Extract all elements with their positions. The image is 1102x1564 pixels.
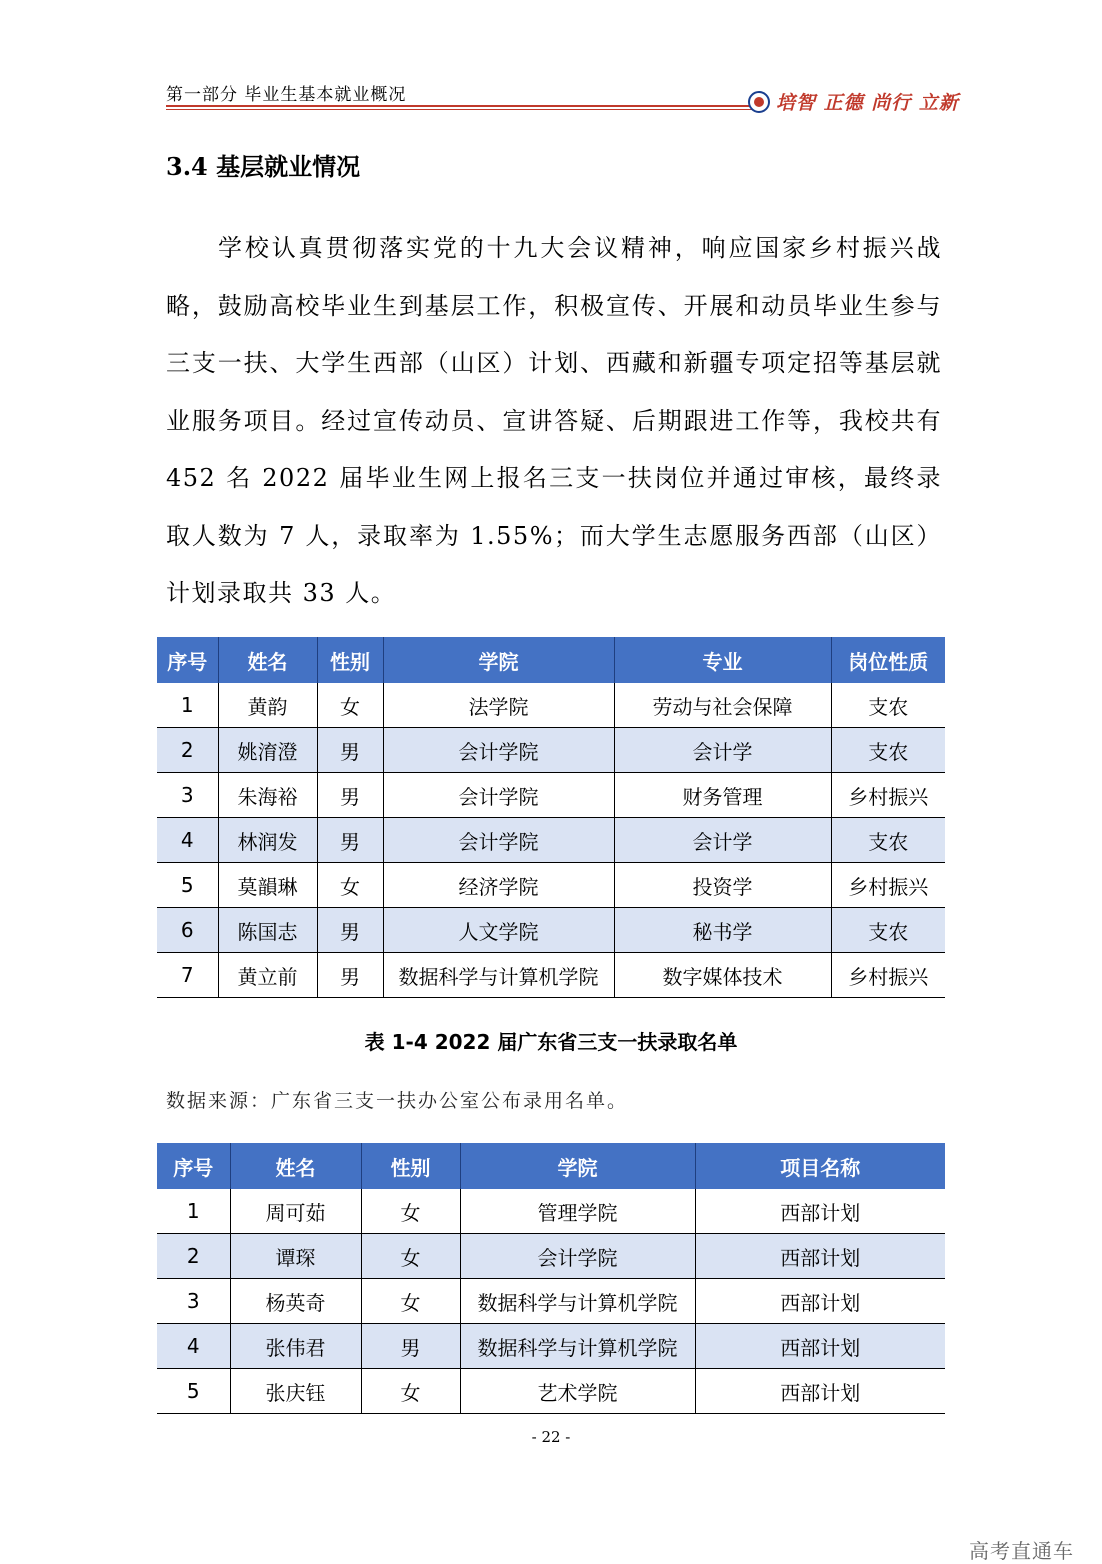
page-number: - 22 - <box>531 1428 571 1446</box>
table-cell: 乡村振兴 <box>831 773 945 818</box>
watermark: 高考直通车 <box>969 1539 1074 1563</box>
school-logo <box>748 88 959 115</box>
column-header: 序号 <box>157 637 218 683</box>
table-cell: 会计学 <box>614 728 831 773</box>
table-cell: 谭琛 <box>230 1234 361 1279</box>
seal-icon <box>748 91 770 113</box>
table-cell: 朱海裕 <box>218 773 317 818</box>
table-cell: 会计学院 <box>383 773 614 818</box>
table-cell: 黄立前 <box>218 953 317 998</box>
table-row <box>157 818 945 863</box>
table-cell: 西部计划 <box>695 1189 945 1234</box>
table-cell: 支农 <box>831 728 945 773</box>
table-row <box>157 683 945 728</box>
table-cell: 男 <box>317 818 383 863</box>
table-cell: 西部计划 <box>695 1324 945 1369</box>
table-cell: 乡村振兴 <box>831 953 945 998</box>
section-title: 3.4 基层就业情况 <box>166 152 361 181</box>
logo-motto: 培智 正德 尚行 立新 <box>776 92 959 114</box>
table-cell: 张伟君 <box>230 1324 361 1369</box>
table-row <box>157 1234 945 1279</box>
table-cell: 姚淯澄 <box>218 728 317 773</box>
table-row <box>157 953 945 998</box>
table-cell: 支农 <box>831 818 945 863</box>
table-cell: 管理学院 <box>460 1189 695 1234</box>
table-cell: 西部计划 <box>695 1279 945 1324</box>
table-cell: 艺术学院 <box>460 1369 695 1414</box>
column-header: 学院 <box>383 637 614 683</box>
table-cell: 6 <box>157 908 218 953</box>
header-rule <box>166 105 756 107</box>
header-rule-thin <box>166 109 756 110</box>
table-cell: 财务管理 <box>614 773 831 818</box>
table-cell: 周可茹 <box>230 1189 361 1234</box>
column-header: 岗位性质 <box>831 637 945 683</box>
table-cell: 女 <box>317 863 383 908</box>
table-cell: 女 <box>361 1234 460 1279</box>
table-cell: 法学院 <box>383 683 614 728</box>
table-cell: 会计学院 <box>383 818 614 863</box>
table-row <box>157 773 945 818</box>
column-header: 学院 <box>460 1143 695 1189</box>
table-cell: 男 <box>317 953 383 998</box>
table-cell: 数据科学与计算机学院 <box>460 1324 695 1369</box>
table-cell: 5 <box>157 863 218 908</box>
table-cell: 张庆钰 <box>230 1369 361 1414</box>
column-header: 序号 <box>157 1143 230 1189</box>
table-cell: 数字媒体技术 <box>614 953 831 998</box>
table-cell: 男 <box>361 1324 460 1369</box>
column-header: 姓名 <box>218 637 317 683</box>
table-cell: 7 <box>157 953 218 998</box>
table-cell: 西部计划 <box>695 1369 945 1414</box>
table-caption: 表 1-4 2022 届广东省三支一扶录取名单 <box>364 1030 738 1054</box>
table-cell: 莫韻琳 <box>218 863 317 908</box>
table-cell: 西部计划 <box>695 1234 945 1279</box>
table-cell: 女 <box>317 683 383 728</box>
table-row <box>157 1324 945 1369</box>
table-row <box>157 1279 945 1324</box>
table-cell: 经济学院 <box>383 863 614 908</box>
table-cell: 陈国志 <box>218 908 317 953</box>
column-header: 性别 <box>361 1143 460 1189</box>
table-cell: 男 <box>317 908 383 953</box>
table-cell: 会计学院 <box>460 1234 695 1279</box>
table-cell: 1 <box>157 683 218 728</box>
table-cell: 女 <box>361 1189 460 1234</box>
table-cell: 秘书学 <box>614 908 831 953</box>
table-row <box>157 1369 945 1414</box>
table-cell: 投资学 <box>614 863 831 908</box>
western-plan-table <box>157 1143 945 1414</box>
table-cell: 男 <box>317 728 383 773</box>
table-cell: 5 <box>157 1369 230 1414</box>
table-cell: 4 <box>157 1324 230 1369</box>
data-source-note: 数据来源：广东省三支一扶办公室公布录用名单。 <box>166 1090 629 1112</box>
column-header: 专业 <box>614 637 831 683</box>
column-header: 项目名称 <box>695 1143 945 1189</box>
table-cell: 3 <box>157 1279 230 1324</box>
table-cell: 支农 <box>831 683 945 728</box>
table-cell: 4 <box>157 818 218 863</box>
table-cell: 女 <box>361 1279 460 1324</box>
table-cell: 2 <box>157 728 218 773</box>
table-cell: 数据科学与计算机学院 <box>460 1279 695 1324</box>
table-cell: 会计学 <box>614 818 831 863</box>
table-cell: 黄韵 <box>218 683 317 728</box>
table-row <box>157 728 945 773</box>
section-paragraph: 学校认真贯彻落实党的十九大会议精神，响应国家乡村振兴战略，鼓励高校毕业生到基层工作，积极宣传、开展和动员毕业生参与三支一扶、大学生西部（山区）计划、西藏和新疆专项定招等基层就业服务项目。经过宣传动员、宣讲答疑、后期跟进工作等，我校共有 452 名 2022 届毕业生网上报名三支一扶岗位并通过审核，最终录取人数为 7 人，录取率为 1.55%；而大学生志愿服务西部（山区）计划录取共 33 人。 <box>166 234 942 607</box>
table-cell: 乡村振兴 <box>831 863 945 908</box>
table-cell: 人文学院 <box>383 908 614 953</box>
table-row <box>157 908 945 953</box>
table-cell: 林润发 <box>218 818 317 863</box>
table-cell: 女 <box>361 1369 460 1414</box>
table-row <box>157 863 945 908</box>
table-cell: 会计学院 <box>383 728 614 773</box>
column-header: 性别 <box>317 637 383 683</box>
table-cell: 3 <box>157 773 218 818</box>
table-cell: 数据科学与计算机学院 <box>383 953 614 998</box>
table-cell: 劳动与社会保障 <box>614 683 831 728</box>
table-cell: 男 <box>317 773 383 818</box>
table-cell: 2 <box>157 1234 230 1279</box>
table-row <box>157 1189 945 1234</box>
table-cell: 杨英奇 <box>230 1279 361 1324</box>
running-header: 第一部分 毕业生基本就业概况 <box>166 85 407 105</box>
column-header: 姓名 <box>230 1143 361 1189</box>
table-cell: 1 <box>157 1189 230 1234</box>
sanzhi-yifu-table <box>157 637 945 998</box>
table-cell: 支农 <box>831 908 945 953</box>
